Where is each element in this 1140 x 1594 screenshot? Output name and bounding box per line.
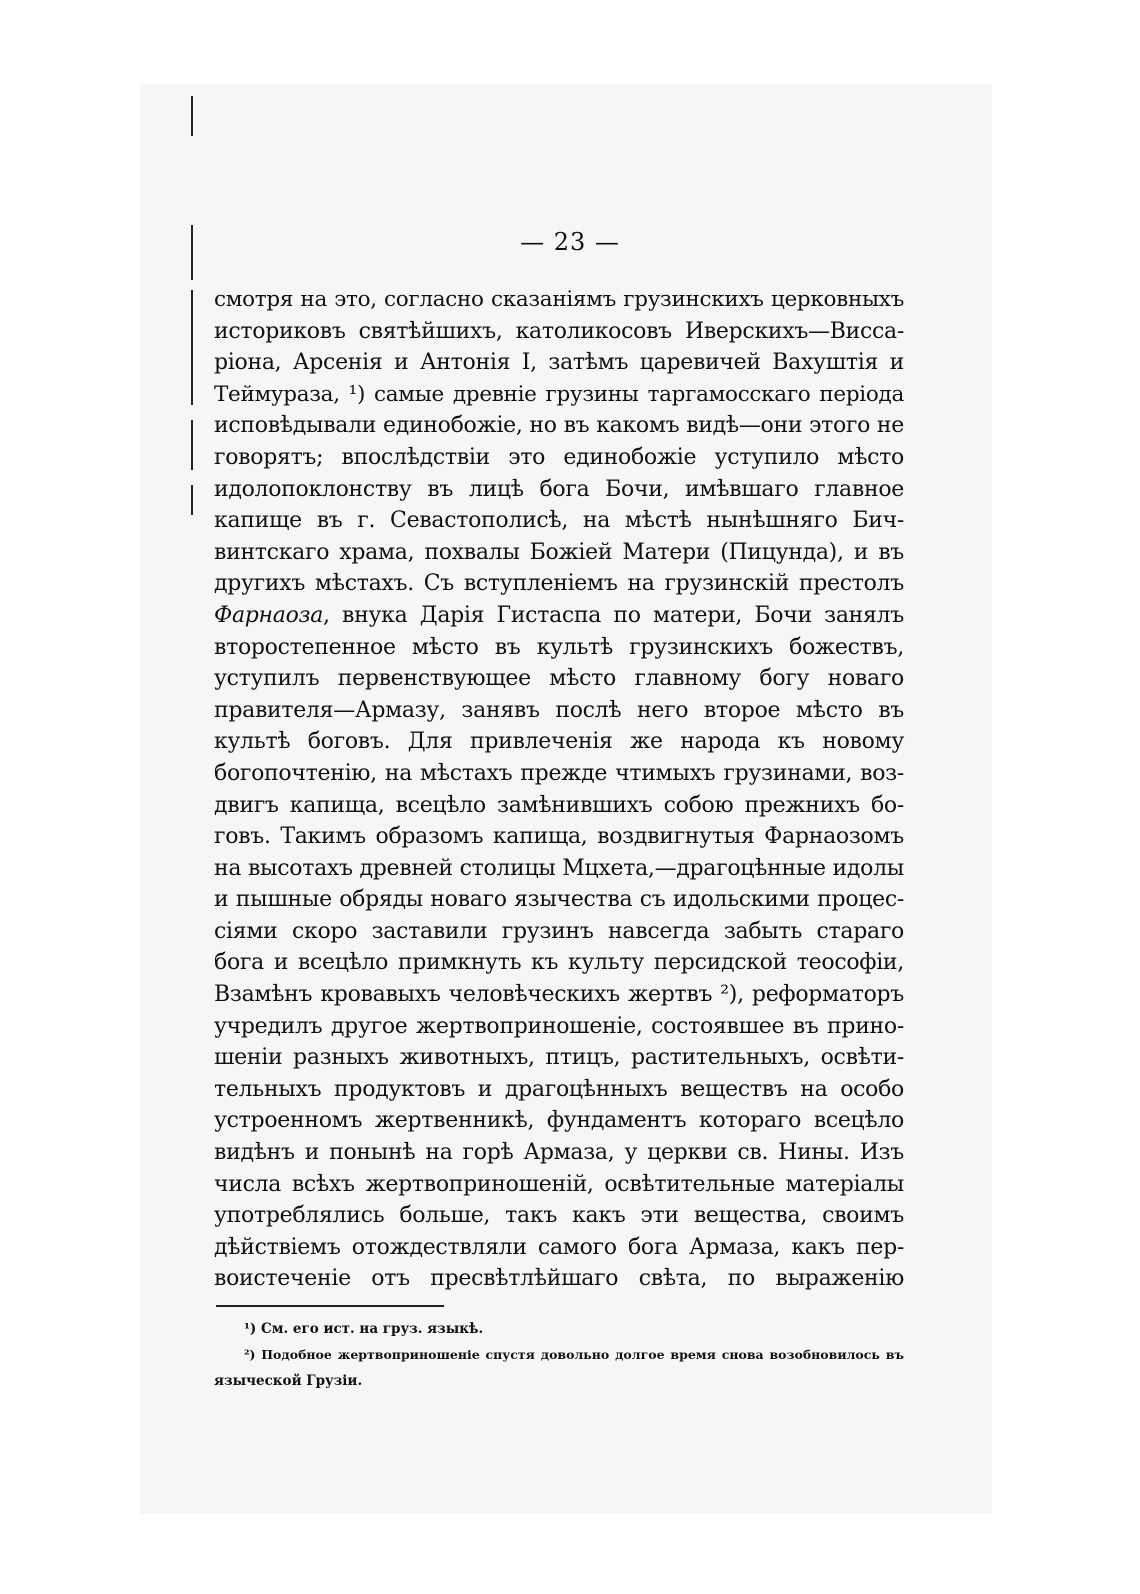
body-line: культѣ боговъ. Для привлеченія же народа къ новому (214, 729, 904, 755)
footnote-rule (216, 1305, 444, 1307)
body-line: говорятъ; впослѣдствіи это единобожіе уступило мѣсто (214, 444, 904, 470)
body-line: капище въ г. Севастополисѣ, на мѣстѣ нынѣшняго Бич- (214, 508, 904, 534)
body-line: учредилъ другое жертвоприношеніе, состоявшее въ прино- (214, 1013, 904, 1039)
body-line: видѣнъ и понынѣ на горѣ Армаза, у церкви св. Нины. Изъ (214, 1140, 904, 1166)
body-line: воистеченіе отъ пресвѣтлѣйшаго свѣта, по выраженію (214, 1266, 904, 1292)
body-line: и пышные обряды новаго язычества съ идольскими процес- (214, 887, 904, 913)
body-line: на высотахъ древней столицы Мцхета,—драгоцѣнные идолы (214, 855, 904, 881)
body-line: Теймураза, ¹) самые древніе грузины таргамосскаго періода (214, 381, 904, 407)
body-line: правителя—Армазу, занявъ послѣ него второе мѣсто въ (214, 697, 904, 723)
body-line: второстепенное мѣсто въ культѣ грузинскихъ божествъ, (214, 634, 904, 660)
italic-name: Фарнаоза (214, 602, 324, 628)
body-line: двигъ капища, всецѣло замѣнившихъ собою прежнихъ бо- (214, 792, 904, 818)
body-line: ріона, Арсенія и Антонія I, затѣмъ царевичей Вахуштія и (214, 350, 904, 376)
margin-mark (191, 290, 193, 405)
body-line: бога и всецѣло примкнуть къ культу персидской теософіи, (214, 950, 904, 976)
body-line: исповѣдывали единобожіе, но въ какомъ видѣ—они этого не (214, 413, 904, 439)
body-line: тельныхъ продуктовъ и драгоцѣнныхъ веществъ на особо (214, 1076, 904, 1102)
footnotes (214, 1316, 904, 1394)
body-line: идолопоклонству въ лицѣ бога Бочи, имѣвшаго главное (214, 476, 904, 502)
body-line: устроенномъ жертвенникѣ, фундаментъ котораго всецѣло (214, 1108, 904, 1134)
body-line: Фарнаоза, внука Дарія Гистаспа по матери, Бочи занялъ (214, 602, 904, 628)
body-line: смотря на это, согласно сказаніямъ грузинскихъ церковныхъ (214, 287, 904, 312)
body-line: дѣйствіемъ отождествляли самого бога Армаза, какъ пер- (214, 1234, 904, 1260)
margin-mark (191, 96, 193, 136)
body-line: винтскаго храма, похвалы Божіей Матери (Пицунда), и въ (214, 539, 904, 565)
margin-mark (191, 420, 193, 470)
margin-mark (191, 485, 193, 515)
body-line: употреблялись больше, такъ какъ эти вещества, своимъ (214, 1203, 904, 1229)
body-line: шеніи разныхъ животныхъ, птицъ, растительныхъ, освѣти- (214, 1045, 904, 1071)
body-line: богопочтенію, на мѣстахъ прежде чтимыхъ грузинами, воз- (214, 760, 904, 786)
footnote-1: ¹) См. его ист. на груз. языкѣ. (244, 1321, 484, 1337)
body-line: сіями скоро заставили грузинъ навсегда забыть стараго (214, 918, 904, 944)
body-line: другихъ мѣстахъ. Съ вступленіемъ на грузинскій престолъ (214, 571, 904, 597)
body-line: уступилъ первенствующее мѣсто главному богу новаго (214, 666, 904, 692)
body-text (214, 284, 904, 1295)
body-line: Взамѣнъ кровавыхъ человѣческихъ жертвъ ²), реформаторъ (214, 982, 904, 1008)
body-line: историковъ святѣйшихъ, католикосовъ Иверскихъ—Висса- (214, 318, 904, 344)
body-line: числа всѣхъ жертвоприношеній, освѣтительные матеріалы (214, 1171, 904, 1197)
page-number: — 23 — (520, 228, 620, 256)
footnote-2-continuation: языческой Грузіи. (214, 1373, 363, 1389)
footnote-2: ²) Подобное жертвоприношеніе спустя довольно долгое время снова возобновилось въ (244, 1347, 904, 1362)
body-line: говъ. Такимъ образомъ капища, воздвигнутыя Фарнаозомъ (214, 824, 904, 850)
